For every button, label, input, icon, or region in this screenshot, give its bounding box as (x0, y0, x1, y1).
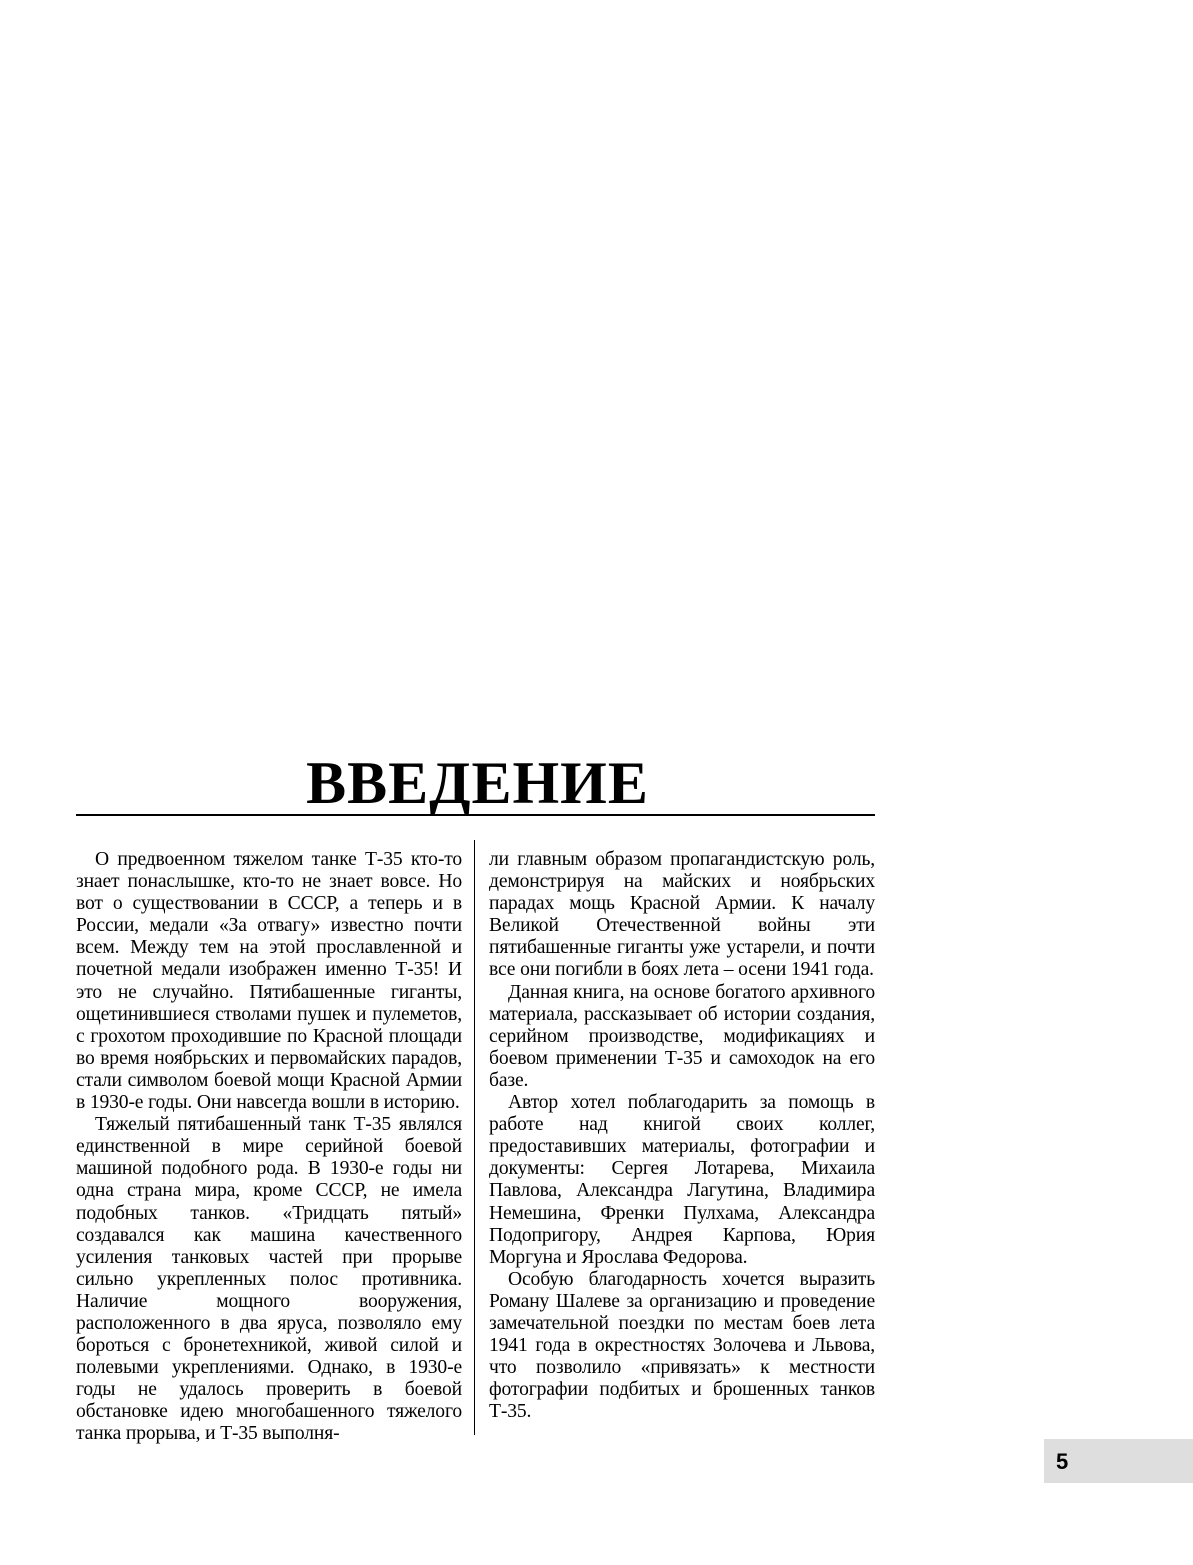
page-number: 5 (1056, 1449, 1069, 1474)
paragraph: ли главным образом пропагандистскую роль, демонстрируя на майских и ноябрьских парадах мощь Красной Армии. К началу Великой Отечественной войны эти пятибашенные гиганты уже устарели, и почти все они погибли в боях лета – осени 1941 года. (489, 849, 875, 981)
page-number-tab (1044, 1439, 1193, 1483)
paragraph: Автор хотел поблагодарить за помощь в работе над книгой своих коллег, предоставивших материалы, фотографии и документы: Сергея Лотарева, Михаила Павлова, Александра Лагутина, Владимира Немешина, Френки Пулхама, Александра Подопригору, Андрея Карпова, Юрия Моргуна и Ярослава Федорова. (489, 1092, 875, 1268)
page-title: ВВЕДЕНИЕ (306, 750, 649, 816)
left-text-column (76, 849, 462, 1446)
paragraph: Особую благодарность хочется выразить Роману Шалеве за организацию и проведение замечательной поездки по местам боев лета 1941 года в окрестностях Золочева и Львова, что позволило «привязать» к местности фотографии подбитых и брошенных танков Т-35. (489, 1268, 875, 1423)
paragraph: Тяжелый пятибашенный танк Т-35 являлся единственной в мире серийной боевой машиной подобного рода. В 1930-е годы ни одна страна мира, кроме СССР, не имела подобных танков. «Тридцать пятый» создавался как машина качественного усиления танковых частей при прорыве сильно укрепленных полос противника. Наличие мощного вооружения, расположенного в два яруса, позволяло ему бороться с бронетехникой, живой силой и полевыми укреплениями. Однако, в 1930-е годы не удалось проверить в боевой обстановке идею многобашенного тяжелого танка прорыва, и Т-35 выполня- (76, 1114, 462, 1445)
title-divider (76, 814, 875, 816)
paragraph: О предвоенном тяжелом танке Т-35 кто-то знает понаслышке, кто-то не знает вовсе. Но вот о существовании в СССР, а теперь и в России, медали «За отвагу» известно почти всем. Между тем на этой прославленной и почетной медали изображен именно Т-35! И это не случайно. Пятибашенные гиганты, ощетинившиеся стволами пушек и пулеметов, с грохотом проходившие по Красной площади во время ноябрьских и первомайских парадов, стали символом боевой мощи Красной Армии в 1930-е годы. Они навсегда вошли в историю. (76, 849, 462, 1114)
paragraph: Данная книга, на основе богатого архивного материала, рассказывает об истории создания, серийном производстве, модификациях и боевом применении Т-35 и самоходок на его базе. (489, 981, 875, 1091)
column-divider (474, 840, 475, 1435)
right-text-column (489, 849, 875, 1423)
